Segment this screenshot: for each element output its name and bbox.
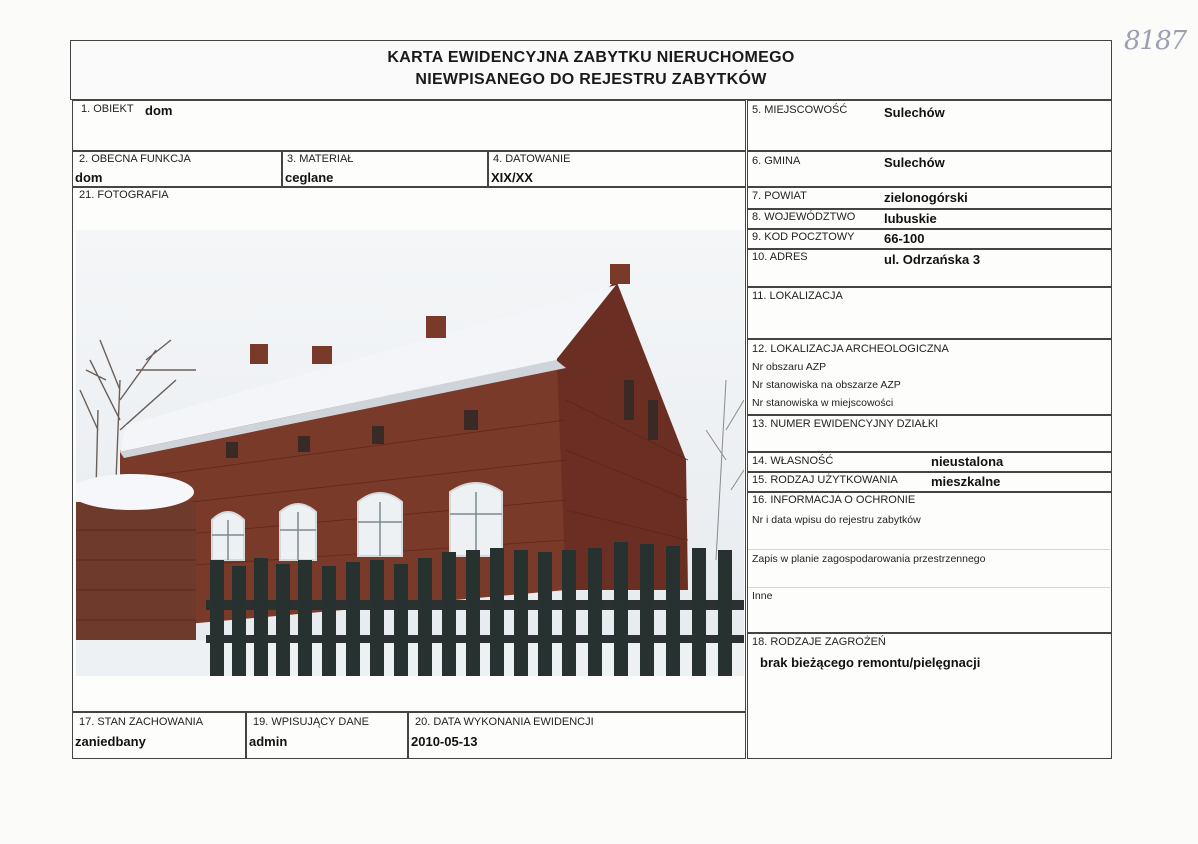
field-lokalizacja xyxy=(747,287,1112,339)
field-label: 9. KOD POCZTOWY xyxy=(752,231,855,243)
field-wlasnosc xyxy=(747,452,1112,472)
field-obiekt xyxy=(72,100,746,151)
field-material xyxy=(282,151,488,187)
arch-azp-label: Nr obszaru AZP xyxy=(752,361,827,373)
arch-stanowisko-azp-label: Nr stanowiska na obszarze AZP xyxy=(752,379,901,391)
field-label: 20. DATA WYKONANIA EWIDENCJI xyxy=(415,716,594,728)
field-miejscowosc xyxy=(747,100,1112,151)
field-data-ewidencji xyxy=(408,712,746,759)
field-label: 10. ADRES xyxy=(752,251,808,263)
field-value: mieszkalne xyxy=(931,474,1001,489)
field-value: nieustalona xyxy=(931,454,1004,469)
divider xyxy=(748,549,1110,550)
field-label: 19. WPISUJĄCY DANE xyxy=(253,716,369,728)
field-rodzaje-zagrozen xyxy=(747,633,1112,759)
field-kod-pocztowy xyxy=(747,229,1112,249)
ochrona-plan-label: Zapis w planie zagospodarowania przestrzennego xyxy=(752,553,986,565)
divider xyxy=(748,587,1110,588)
field-numer-dzialki xyxy=(747,415,1112,452)
field-value: ul. Odrzańska 3 xyxy=(884,252,981,267)
field-label: 13. NUMER EWIDENCYJNY DZIAŁKI xyxy=(752,418,939,430)
field-value: XIX/XX xyxy=(491,170,533,185)
field-stan-zachowania xyxy=(72,712,246,759)
field-label: 4. DATOWANIE xyxy=(493,153,571,165)
field-label: 18. RODZAJE ZAGROŻEŃ xyxy=(752,636,886,648)
field-funkcja xyxy=(72,151,282,187)
arch-stanowisko-miejscowosc-label: Nr stanowiska w miejscowości xyxy=(752,397,894,409)
handwritten-number: 8187 xyxy=(1124,26,1187,56)
field-label: 16. INFORMACJA O OCHRONIE xyxy=(752,494,916,506)
field-datowanie xyxy=(488,151,746,187)
building-photo xyxy=(76,230,744,676)
field-label: 1. OBIEKT xyxy=(81,103,134,115)
field-value: 66-100 xyxy=(884,231,925,246)
field-value: zielonogórski xyxy=(884,190,968,205)
field-label: 17. STAN ZACHOWANIA xyxy=(79,716,204,728)
field-label: 5. MIEJSCOWOŚĆ xyxy=(752,104,848,116)
field-value: 2010-05-13 xyxy=(411,734,478,749)
field-value: lubuskie xyxy=(884,211,937,226)
field-rodzaj-uzytkowania xyxy=(747,472,1112,492)
field-adres xyxy=(747,249,1112,287)
field-value: ceglane xyxy=(285,170,334,185)
ochrona-inne-label: Inne xyxy=(752,590,773,602)
field-label: 11. LOKALIZACJA xyxy=(752,290,843,302)
card-header xyxy=(70,40,1112,100)
field-gmina xyxy=(747,151,1112,187)
field-value: Sulechów xyxy=(884,155,945,170)
field-value: dom xyxy=(75,170,103,185)
ochrona-rejestr-label: Nr i data wpisu do rejestru zabytków xyxy=(752,514,921,526)
field-label: 8. WOJEWÓDZTWO xyxy=(752,211,856,223)
title-line-2: NIEWPISANEGO DO REJESTRU ZABYTKÓW xyxy=(415,71,767,88)
field-informacja-o-ochronie xyxy=(747,492,1112,633)
field-label: 12. LOKALIZACJA ARCHEOLOGICZNA xyxy=(752,343,949,355)
field-wojewodztwo xyxy=(747,209,1112,229)
field-label: 7. POWIAT xyxy=(752,190,807,202)
field-label: 15. RODZAJ UŻYTKOWANIA xyxy=(752,474,898,486)
field-wpisujacy xyxy=(246,712,408,759)
field-powiat xyxy=(747,187,1112,209)
field-label: 21. FOTOGRAFIA xyxy=(79,189,169,201)
field-lokalizacja-archeologiczna xyxy=(747,339,1112,415)
field-label: 2. OBECNA FUNKCJA xyxy=(79,153,191,165)
title-line-1: KARTA EWIDENCYJNA ZABYTKU NIERUCHOMEGO xyxy=(387,49,795,66)
field-value: admin xyxy=(249,734,288,749)
field-label: 14. WŁASNOŚĆ xyxy=(752,455,834,467)
field-label: 6. GMINA xyxy=(752,155,801,167)
field-value: dom xyxy=(145,103,173,118)
field-value: zaniedbany xyxy=(75,734,146,749)
field-value: brak bieżącego remontu/pielęgnacji xyxy=(760,655,981,670)
field-value: Sulechów xyxy=(884,105,945,120)
field-label: 3. MATERIAŁ xyxy=(287,153,354,165)
